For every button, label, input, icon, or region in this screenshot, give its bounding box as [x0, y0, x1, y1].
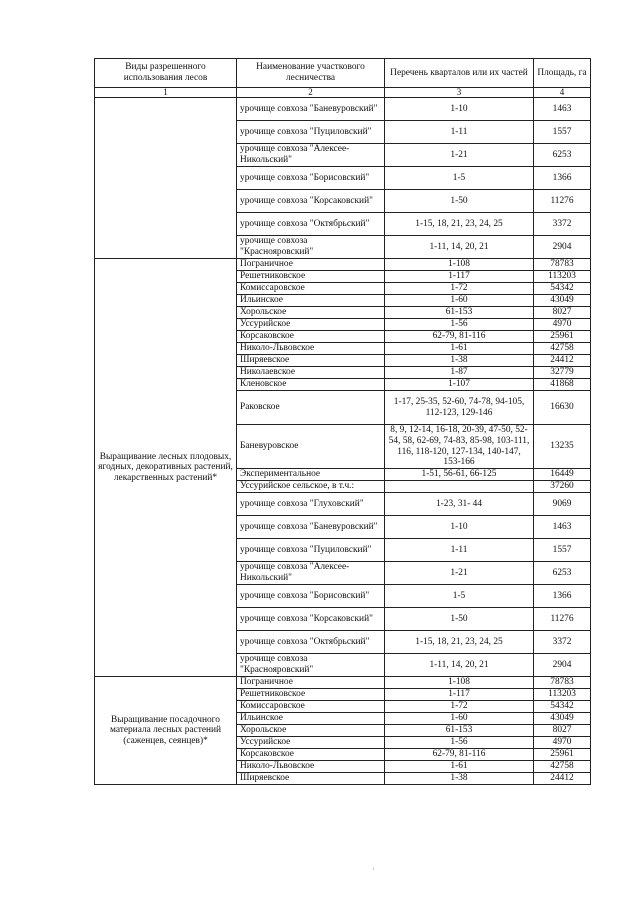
district-name-cell: урочище совхоза "Октябрьский" — [237, 213, 385, 236]
quarters-cell: 1-11, 14, 20, 21 — [385, 236, 534, 259]
district-name-cell: Хорольское — [237, 725, 385, 737]
district-name-cell: Пограничное — [237, 677, 385, 689]
area-cell: 113203 — [534, 689, 591, 701]
district-name-cell: Ильинское — [237, 713, 385, 725]
quarters-cell: 1-60 — [385, 295, 534, 307]
quarters-cell: 1-107 — [385, 379, 534, 391]
area-cell: 1366 — [534, 167, 591, 190]
area-cell: 1557 — [534, 539, 591, 562]
quarters-cell: 61-153 — [385, 307, 534, 319]
area-cell: 25961 — [534, 331, 591, 343]
header-use-type: Виды разрешенного использования лесов — [95, 59, 237, 88]
district-name-cell: Комиссаровское — [237, 283, 385, 295]
area-cell: 2904 — [534, 236, 591, 259]
quarters-cell — [385, 481, 534, 493]
area-cell: 113203 — [534, 271, 591, 283]
quarters-cell: 1-117 — [385, 689, 534, 701]
area-cell: 2904 — [534, 654, 591, 677]
area-cell: 9069 — [534, 493, 591, 516]
quarters-cell: 1-11, 14, 20, 21 — [385, 654, 534, 677]
area-cell: 32779 — [534, 367, 591, 379]
area-cell: 54342 — [534, 283, 591, 295]
area-cell: 6253 — [534, 562, 591, 585]
district-name-cell: урочище совхоза "Алексее-Никольский" — [237, 144, 385, 167]
area-cell: 3372 — [534, 631, 591, 654]
area-cell: 1463 — [534, 98, 591, 121]
district-name-cell: урочище совхоза "Октябрьский" — [237, 631, 385, 654]
area-cell: 8027 — [534, 307, 591, 319]
quarters-cell: 1-5 — [385, 585, 534, 608]
district-name-cell: Пограничное — [237, 259, 385, 271]
quarters-cell: 1-38 — [385, 773, 534, 785]
area-cell: 8027 — [534, 725, 591, 737]
area-cell: 1366 — [534, 585, 591, 608]
quarters-cell: 1-117 — [385, 271, 534, 283]
area-cell: 25961 — [534, 749, 591, 761]
district-name-cell: Николо-Львовское — [237, 343, 385, 355]
district-name-cell: Хорольское — [237, 307, 385, 319]
area-cell: 42758 — [534, 761, 591, 773]
table-body — [95, 98, 591, 785]
district-name-cell: Николо-Львовское — [237, 761, 385, 773]
district-name-cell: Уссурийское сельское, в т.ч.: — [237, 481, 385, 493]
column-number: 3 — [385, 88, 534, 98]
area-cell: 24412 — [534, 773, 591, 785]
table-row — [95, 259, 591, 271]
header-district: Наименование участкового лесничества — [237, 59, 385, 88]
quarters-cell: 1-15, 18, 21, 23, 24, 25 — [385, 631, 534, 654]
district-name-cell: Ширяевское — [237, 773, 385, 785]
quarters-cell: 1-72 — [385, 283, 534, 295]
quarters-cell: 1-56 — [385, 319, 534, 331]
quarters-cell: 61-153 — [385, 725, 534, 737]
quarters-cell: 1-61 — [385, 761, 534, 773]
quarters-cell: 1-17, 25-35, 52-60, 74-78, 94-105, 112-123, 129-146 — [385, 391, 534, 425]
area-cell: 11276 — [534, 608, 591, 631]
quarters-cell: 1-11 — [385, 539, 534, 562]
district-name-cell: урочище совхоза "Краснояровский" — [237, 236, 385, 259]
district-name-cell: урочище совхоза "Корсаковский" — [237, 190, 385, 213]
district-name-cell: Решетниковское — [237, 271, 385, 283]
use-type-cell — [95, 98, 237, 259]
district-name-cell: урочище совхоза "Пуциловский" — [237, 121, 385, 144]
column-number: 1 — [95, 88, 237, 98]
quarters-cell: 1-38 — [385, 355, 534, 367]
district-name-cell: Корсаковское — [237, 749, 385, 761]
district-name-cell: урочище совхоза "Глуховский" — [237, 493, 385, 516]
district-name-cell: урочище совхоза "Борисовский" — [237, 585, 385, 608]
table-row — [95, 677, 591, 689]
district-name-cell: Уссурийское — [237, 319, 385, 331]
district-name-cell: Корсаковское — [237, 331, 385, 343]
district-name-cell: Экспериментальное — [237, 469, 385, 481]
quarters-cell: 62-79, 81-116 — [385, 331, 534, 343]
quarters-cell: 1-5 — [385, 167, 534, 190]
area-cell: 3372 — [534, 213, 591, 236]
area-cell: 6253 — [534, 144, 591, 167]
area-cell: 16630 — [534, 391, 591, 425]
district-name-cell: Николаевское — [237, 367, 385, 379]
area-cell: 78783 — [534, 259, 591, 271]
column-number: 2 — [237, 88, 385, 98]
area-cell: 4970 — [534, 737, 591, 749]
area-cell: 43049 — [534, 713, 591, 725]
header-area: Площадь, га — [534, 59, 591, 88]
area-cell: 16449 — [534, 469, 591, 481]
area-cell: 4970 — [534, 319, 591, 331]
quarters-cell: 1-50 — [385, 608, 534, 631]
use-type-cell: Выращивание посадочного материала лесных растений (саженцев, сеянцев)* — [95, 677, 237, 785]
table-row — [95, 98, 591, 121]
quarters-cell: 1-87 — [385, 367, 534, 379]
quarters-cell: 1-108 — [385, 677, 534, 689]
quarters-cell: 1-60 — [385, 713, 534, 725]
district-name-cell: урочище совхоза "Пуциловский" — [237, 539, 385, 562]
district-name-cell: Решетниковское — [237, 689, 385, 701]
district-name-cell: Уссурийское — [237, 737, 385, 749]
page-mark: · — [372, 865, 375, 874]
quarters-cell: 1-108 — [385, 259, 534, 271]
quarters-cell: 1-15, 18, 21, 23, 24, 25 — [385, 213, 534, 236]
area-cell: 42758 — [534, 343, 591, 355]
quarters-cell: 1-11 — [385, 121, 534, 144]
forest-use-table — [94, 58, 591, 785]
quarters-cell: 1-50 — [385, 190, 534, 213]
column-number: 4 — [534, 88, 591, 98]
district-name-cell: Ширяевское — [237, 355, 385, 367]
area-cell: 54342 — [534, 701, 591, 713]
area-cell: 13235 — [534, 425, 591, 469]
quarters-cell: 1-10 — [385, 516, 534, 539]
district-name-cell: Комиссаровское — [237, 701, 385, 713]
quarters-cell: 1-21 — [385, 144, 534, 167]
district-name-cell: урочище совхоза "Корсаковский" — [237, 608, 385, 631]
area-cell: 1557 — [534, 121, 591, 144]
quarters-cell: 1-23, 31- 44 — [385, 493, 534, 516]
use-type-cell: Выращивание лесных плодовых, ягодных, декоративных растений, лекарственных растений* — [95, 259, 237, 677]
district-name-cell: урочище совхоза "Краснояровский" — [237, 654, 385, 677]
quarters-cell: 1-10 — [385, 98, 534, 121]
quarters-cell: 62-79, 81-116 — [385, 749, 534, 761]
table-header-row — [95, 59, 591, 88]
district-name-cell: урочище совхоза "Баневуровский" — [237, 516, 385, 539]
district-name-cell: урочище совхоза "Борисовский" — [237, 167, 385, 190]
area-cell: 24412 — [534, 355, 591, 367]
district-name-cell: Ильинское — [237, 295, 385, 307]
quarters-cell: 1-72 — [385, 701, 534, 713]
district-name-cell: Кленовское — [237, 379, 385, 391]
quarters-cell: 1-56 — [385, 737, 534, 749]
district-name-cell: Раковское — [237, 391, 385, 425]
area-cell: 11276 — [534, 190, 591, 213]
area-cell: 37260 — [534, 481, 591, 493]
area-cell: 78783 — [534, 677, 591, 689]
area-cell: 1463 — [534, 516, 591, 539]
district-name-cell: урочище совхоза "Алексее-Никольский" — [237, 562, 385, 585]
quarters-cell: 8, 9, 12-14, 16-18, 20-39, 47-50, 52-54, 58, 62-69, 74-83, 85-98, 103-111, 116, 118-120, 127-134, 140-147, 153-166 — [385, 425, 534, 469]
district-name-cell: Баневуровское — [237, 425, 385, 469]
district-name-cell: урочище совхоза "Баневуровский" — [237, 98, 385, 121]
area-cell: 41868 — [534, 379, 591, 391]
quarters-cell: 1-21 — [385, 562, 534, 585]
area-cell: 43049 — [534, 295, 591, 307]
quarters-cell: 1-61 — [385, 343, 534, 355]
column-number-row — [95, 88, 591, 98]
header-quarters: Перечень кварталов или их частей — [385, 59, 534, 88]
quarters-cell: 1-51, 56-61, 66-125 — [385, 469, 534, 481]
